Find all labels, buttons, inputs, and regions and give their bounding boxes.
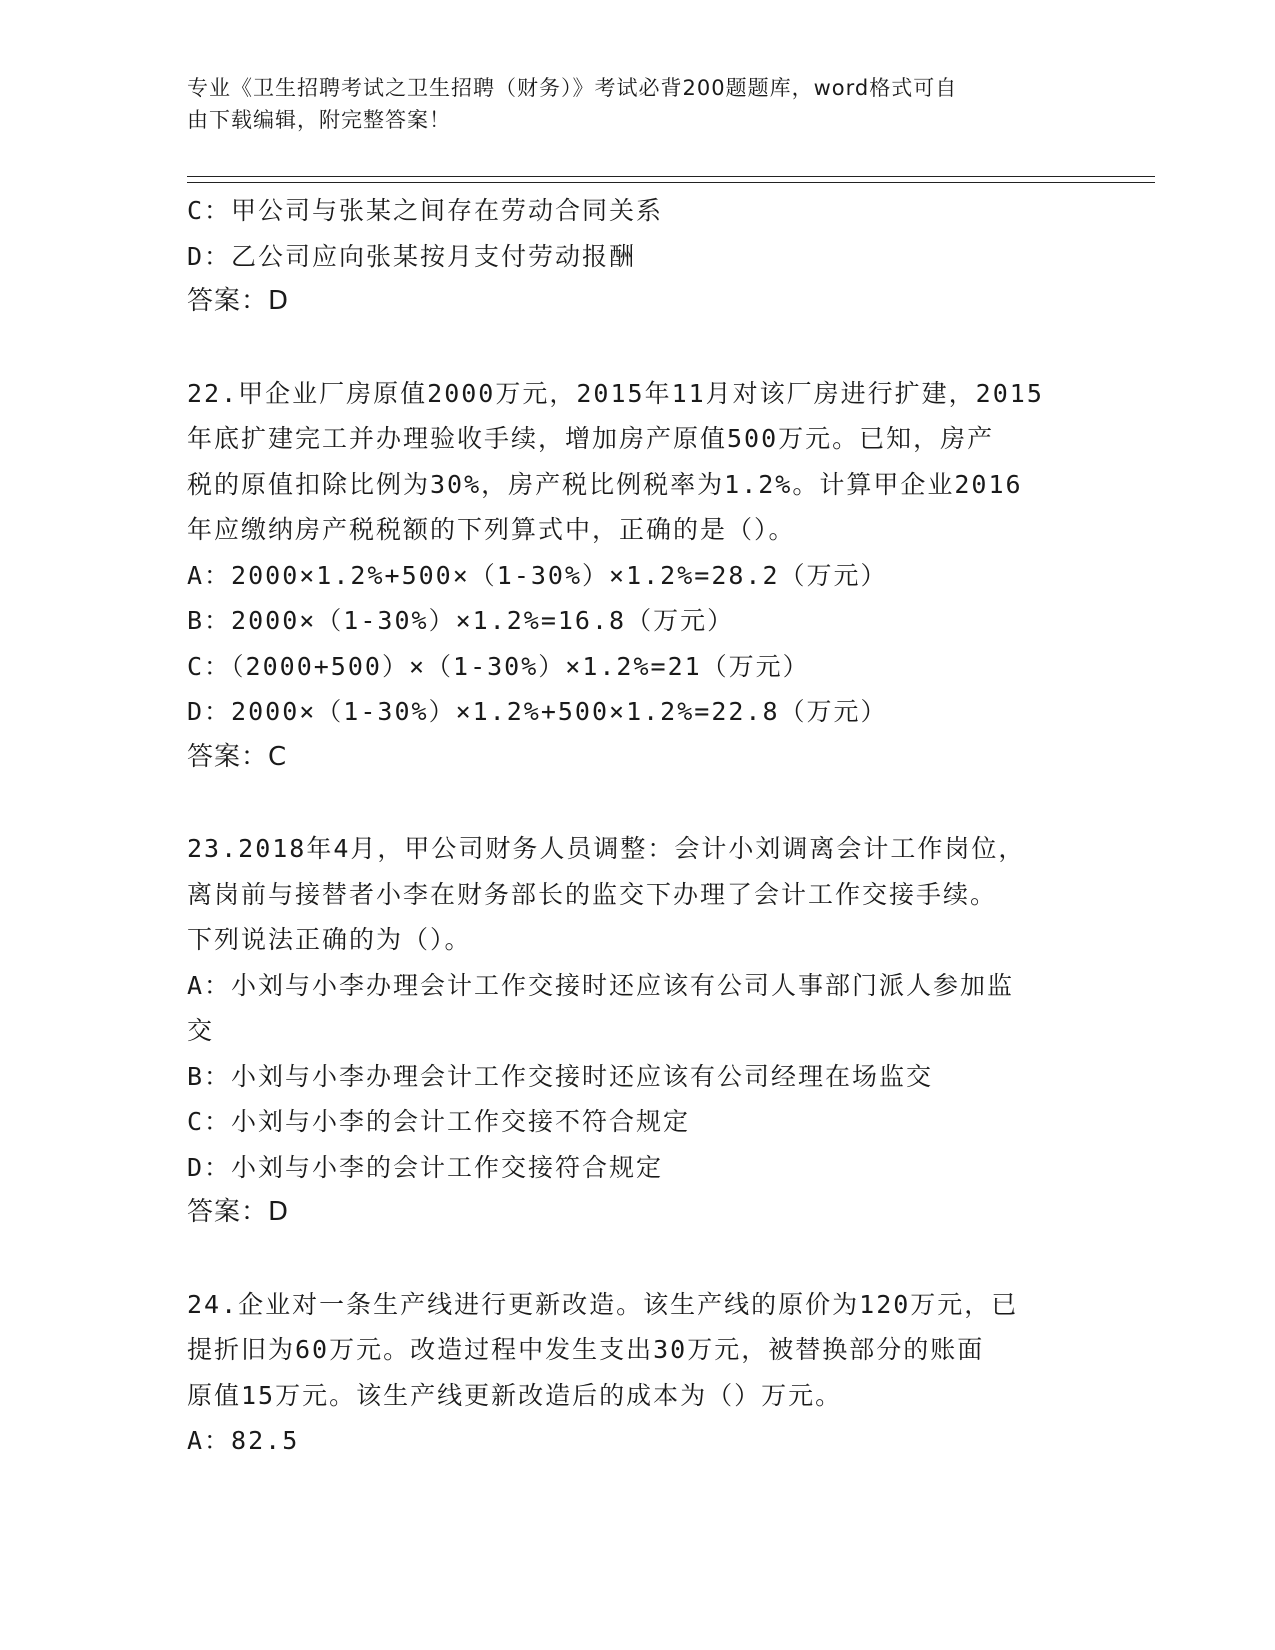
question-21-continued [187,188,1087,325]
option-d: D：2000×（1-30%）×1.2%+500×1.2%=22.8（万元） [187,697,888,726]
option-d: D：乙公司应向张某按月支付劳动报酬 [187,241,637,271]
option-b: B：2000×（1-30%）×1.2%=16.8（万元） [187,606,735,635]
answer-line: 答案：D [187,1197,290,1227]
option-a: A：82.5 [187,1426,300,1455]
question-23 [187,826,1087,1236]
spacer [187,1236,1087,1282]
spacer [187,780,1087,826]
question-stem-line: 22.甲企业厂房原值2000万元，2015年11月对该厂房进行扩建，2015 [187,378,1044,408]
option-c: C：（2000+500）×（1-30%）×1.2%=21（万元） [187,651,810,681]
answer-line: 答案：C [187,741,288,772]
question-stem-line: 年应缴纳房产税税额的下列算式中，正确的是（）。 [187,515,796,544]
option-c: C：甲公司与张某之间存在劳动合同关系 [187,196,664,225]
header-line-2: 由下载编辑，附完整答案！ [187,108,451,132]
spacer [187,325,1087,371]
header-line-1: 专业《卫生招聘考试之卫生招聘（财务）》考试必背200题题库，word格式可自 [187,76,958,100]
question-stem-line: 原值15万元。该生产线更新改造后的成本为（）万元。 [187,1380,843,1410]
document-body [187,188,1087,1464]
header-divider-top [187,176,1155,177]
question-stem-line: 年底扩建完工并办理验收手续，增加房产原值500万元。已知，房产 [187,424,995,453]
question-stem-line: 下列说法正确的为（）。 [187,925,472,954]
option-c: C：小刘与小李的会计工作交接不符合规定 [187,1107,691,1136]
option-a-continued: 交 [187,1016,215,1045]
answer-line: 答案：D [187,286,290,316]
header-divider-bottom [187,182,1155,183]
question-stem-line: 税的原值扣除比例为30%，房产税比例税率为1.2%。计算甲企业2016 [187,469,1023,499]
question-stem-line: 提折旧为60万元。改造过程中发生支出30万元，被替换部分的账面 [187,1335,985,1364]
option-b: B：小刘与小李办理会计工作交接时还应该有公司经理在场监交 [187,1061,934,1091]
question-stem-line: 23.2018年4月，甲公司财务人员调整：会计小刘调离会计工作岗位， [187,834,1026,863]
document-header [187,72,1067,136]
question-stem-line: 24.企业对一条生产线进行更新改造。该生产线的原价为120万元，已 [187,1289,1019,1319]
question-22 [187,371,1087,781]
option-a: A：2000×1.2%+500×（1-30%）×1.2%=28.2（万元） [187,560,888,590]
option-a: A：小刘与小李办理会计工作交接时还应该有公司人事部门派人参加监 [187,970,1015,1000]
question-24 [187,1282,1087,1464]
option-d: D：小刘与小李的会计工作交接符合规定 [187,1152,664,1182]
question-stem-line: 离岗前与接替者小李在财务部长的监交下办理了会计工作交接手续。 [187,879,998,909]
